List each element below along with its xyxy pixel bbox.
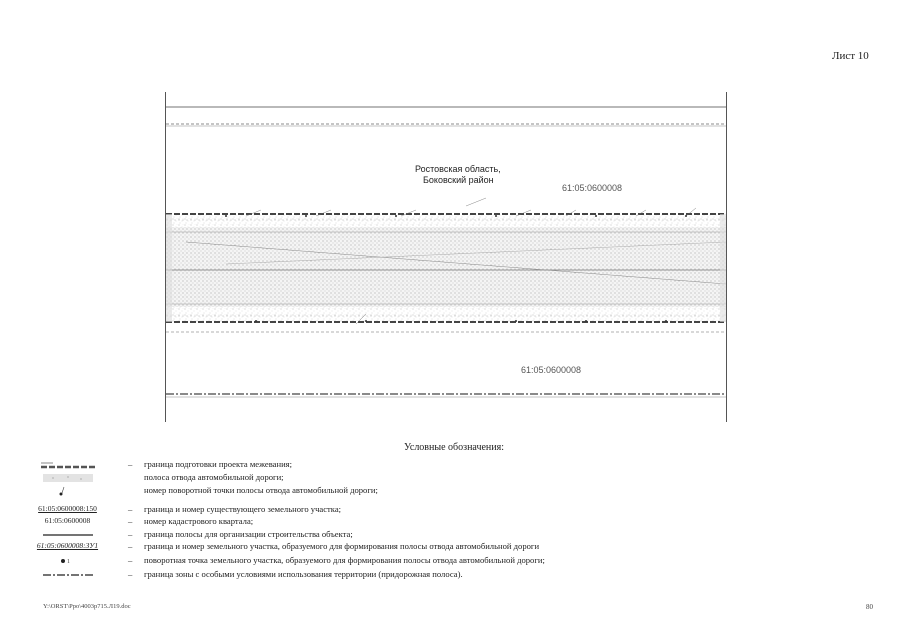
legend-symbol-new-parcel: 61:05:0600008:ЗУ1	[36, 541, 99, 550]
legend-symbol-existing-parcel: 61:05:0600008:150	[38, 504, 97, 513]
district-name: Боковский район	[423, 175, 494, 185]
legend-item	[20, 504, 720, 516]
legend-item	[20, 555, 720, 567]
legend-text: граница полосы для организации строительства объекта;	[144, 529, 353, 539]
legend-dash: –	[128, 516, 133, 526]
cadastral-quarter-label: 61:05:0600008	[562, 183, 623, 193]
legend-dash: –	[128, 555, 133, 565]
legend-item	[20, 459, 720, 471]
legend-text: граница и номер земельного участка, образуемого для формирования полосы отвода автомобильной дороги	[144, 541, 540, 551]
legend-item	[20, 472, 720, 484]
legend-text: поворотная точка земельного участка, образуемого для формирования полосы отвода автомобильной дороги;	[144, 555, 545, 565]
legend-symbol-new-turning-point	[20, 555, 115, 567]
file-path: Y:\ORST\Ppo\4003p715.Л19.doc	[43, 603, 131, 610]
legend-text: граница зоны с особыми условиями использования территории (придорожная полоса).	[144, 569, 463, 579]
legend-item	[20, 516, 720, 528]
legend-dash: –	[128, 529, 133, 539]
legend-dash: –	[128, 459, 133, 469]
road-bed	[166, 227, 726, 307]
legend-item	[20, 485, 720, 497]
cadastral-quarter-label: 61:05:0600008	[521, 365, 582, 375]
page-number: 80	[866, 603, 873, 611]
legend-text: полоса отвода автомобильной дороги;	[144, 472, 284, 482]
legend-symbol-turning-point-number	[20, 485, 115, 497]
legend-item	[20, 529, 720, 541]
region-name: Ростовская область,	[415, 164, 501, 174]
legend-item	[20, 541, 720, 553]
legend-symbol-construction-strip	[20, 529, 115, 541]
legend-item	[20, 569, 720, 581]
map-svg	[166, 92, 726, 422]
svg-text:1: 1	[66, 559, 70, 565]
map-drawing	[165, 92, 727, 422]
legend-text: граница подготовки проекта межевания;	[144, 459, 293, 469]
legend-title: Условные обозначения:	[404, 442, 505, 453]
legend-dash: –	[128, 504, 133, 514]
legend-symbol-project-boundary	[20, 459, 115, 471]
legend-text: граница и номер существующего земельного участка;	[144, 504, 342, 514]
sheet-title: Лист 10	[832, 50, 869, 62]
legend-symbol-roadside-zone	[20, 569, 115, 581]
legend-dash: –	[128, 541, 133, 551]
legend-symbol-right-of-way	[20, 472, 115, 484]
legend-symbol-cadastral-quarter: 61:05:0600008	[44, 516, 91, 525]
legend-text: номер кадастрового квартала;	[144, 516, 254, 526]
legend-text: номер поворотной точки полосы отвода автомобильной дороги;	[144, 485, 378, 495]
legend-dash: –	[128, 569, 133, 579]
